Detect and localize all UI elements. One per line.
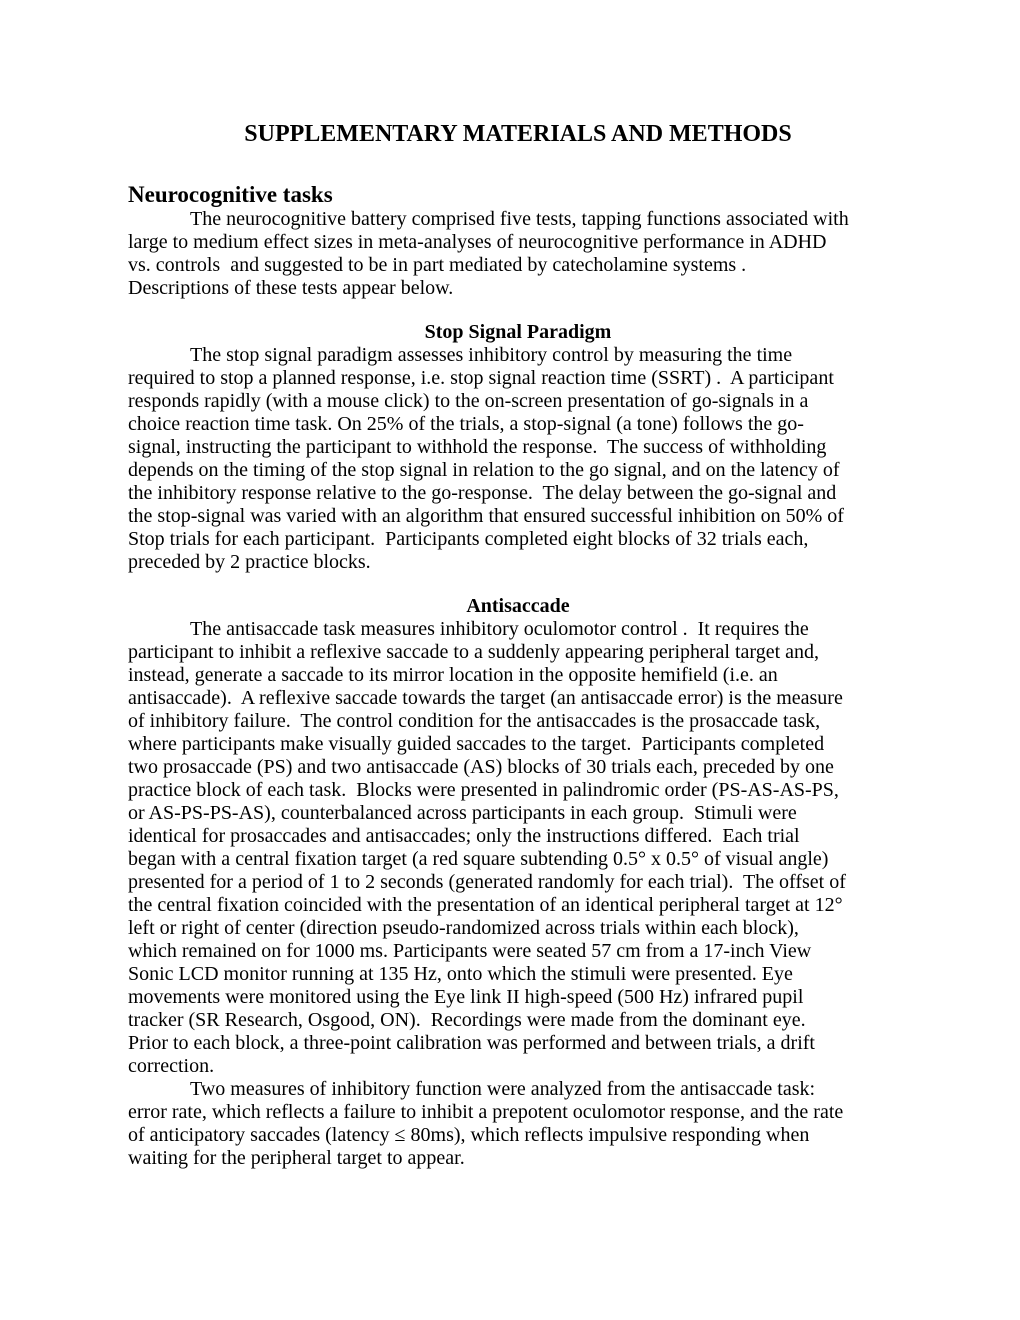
antisaccade-paragraph-1 (128, 618, 908, 1078)
text-line: began with a central fixation target (a red square subtending 0.5° x 0.5° of visual angle) (128, 848, 829, 870)
text-line: which remained on for 1000 ms. Participants were seated 57 cm from a 17-inch View (128, 940, 812, 962)
text-line: responds rapidly (with a mouse click) to the on-screen presentation of go-signals in a (128, 390, 809, 412)
text-line: The stop signal paradigm assesses inhibitory control by measuring the time (190, 344, 793, 366)
text-line: required to stop a planned response, i.e. stop signal reaction time (SSRT) . A participant (128, 367, 834, 389)
document-title: SUPPLEMENTARY MATERIALS AND METHODS (244, 121, 792, 147)
text-line: Sonic LCD monitor running at 135 Hz, onto which the stimuli were presented. Eye (128, 963, 793, 985)
text-line: the central fixation coincided with the presentation of an identical peripheral target at 12° (128, 894, 843, 916)
text-line: Prior to each block, a three-point calibration was performed and between trials, a drift (128, 1032, 815, 1054)
text-line: antisaccade). A reflexive saccade towards the target (an antisaccade error) is the measure (128, 687, 843, 709)
text-line: where participants make visually guided saccades to the target. Participants completed (128, 733, 825, 755)
subheading-stop-signal-paradigm: Stop Signal Paradigm (424, 321, 612, 343)
text-line: instead, generate a saccade to its mirror location in the opposite hemifield (i.e. an (128, 664, 778, 686)
text-line: The antisaccade task measures inhibitory oculomotor control . It requires the (190, 618, 809, 640)
text-line: identical for prosaccades and antisaccades; only the instructions differed. Each trial (128, 825, 800, 847)
text-line: the inhibitory response relative to the go-response. The delay between the go-signal and (128, 482, 837, 504)
text-line: signal, instructing the participant to withhold the response. The success of withholding (128, 436, 827, 458)
text-line: large to medium effect sizes in meta-analyses of neurocognitive performance in ADHD (128, 231, 827, 253)
text-line: tracker (SR Research, Osgood, ON). Recordings were made from the dominant eye. (128, 1009, 806, 1031)
text-line: vs. controls and suggested to be in part mediated by catecholamine systems . (128, 254, 747, 276)
text-line: waiting for the peripheral target to appear. (128, 1147, 465, 1169)
text-line: movements were monitored using the Eye link II high-speed (500 Hz) infrared pupil (128, 986, 804, 1008)
text-line: choice reaction time task. On 25% of the trials, a stop-signal (a tone) follows the go- (128, 413, 804, 435)
text-line: correction. (128, 1055, 215, 1077)
text-line: left or right of center (direction pseudo-randomized across trials within each block), (128, 917, 799, 939)
text-line: depends on the timing of the stop signal in relation to the go signal, and on the latency of (128, 459, 840, 481)
text-line: error rate, which reflects a failure to inhibit a prepotent oculomotor response, and the rate (128, 1101, 844, 1123)
text-line: Descriptions of these tests appear below. (128, 277, 454, 299)
text-line: of inhibitory failure. The control condition for the antisaccades is the prosaccade task, (128, 710, 821, 732)
section-heading-neurocognitive-tasks: Neurocognitive tasks (128, 182, 333, 207)
text-line: participant to inhibit a reflexive saccade to a suddenly appearing peripheral target and, (128, 641, 820, 663)
stop-signal-paragraph (128, 344, 908, 574)
text-line: two prosaccade (PS) and two antisaccade (AS) blocks of 30 trials each, preceded by one (128, 756, 834, 778)
subheading-antisaccade: Antisaccade (466, 595, 570, 617)
antisaccade-paragraph-2 (128, 1078, 908, 1170)
text-line: Two measures of inhibitory function were analyzed from the antisaccade task: (190, 1078, 816, 1100)
text-line: of anticipatory saccades (latency ≤ 80ms), which reflects impulsive responding when (128, 1124, 810, 1146)
text-line: presented for a period of 1 to 2 seconds (generated randomly for each trial). The offset of (128, 871, 846, 893)
page-content (128, 0, 908, 1170)
text-line: or AS-PS-PS-AS), counterbalanced across participants in each group. Stimuli were (128, 802, 797, 824)
text-line: The neurocognitive battery comprised five tests, tapping functions associated with (190, 208, 849, 230)
text-line: practice block of each task. Blocks were presented in palindromic order (PS-AS-AS-PS, (128, 779, 839, 801)
text-line: the stop-signal was varied with an algorithm that ensured successful inhibition on 50% of (128, 505, 844, 527)
text-line: Stop trials for each participant. Participants completed eight blocks of 32 trials each, (128, 528, 809, 550)
intro-paragraph (128, 208, 908, 300)
text-line: preceded by 2 practice blocks. (128, 551, 371, 573)
